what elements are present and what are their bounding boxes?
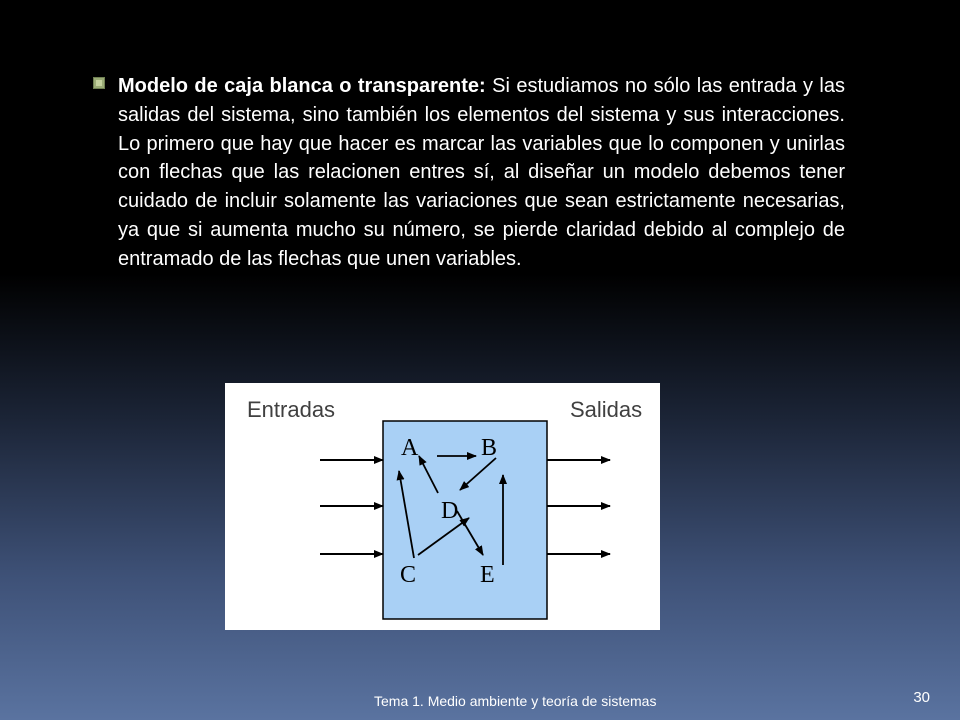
bullet-icon [93, 77, 105, 89]
page-number: 30 [913, 689, 930, 706]
white-box-diagram [225, 383, 660, 630]
footer-text: Tema 1. Medio ambiente y teoría de sistemas [374, 693, 657, 709]
paragraph-lead: Modelo de caja blanca o transparente: [118, 75, 486, 97]
diagram-svg [225, 383, 660, 630]
inputs-label: Entradas [247, 397, 336, 422]
node-a: A [401, 435, 419, 461]
slide-paragraph [118, 72, 845, 274]
paragraph-body: Si estudiamos no sólo las entrada y las salidas del sistema, sino también los elementos del sistema y sus interacciones. Lo primero que hay que hacer es marcar las variables que lo componen y unirlas con flechas que las relacionen entres sí, al diseñar un modelo debemos tener cuidado de incluir solamente las variaciones que sean estrictamente necesarias, ya que si aumenta mucho su número, se pierde claridad debido al complejo de entramado de las flechas que unen variables. [118, 75, 845, 270]
node-e: E [480, 562, 495, 588]
node-b: B [481, 435, 498, 461]
outputs-label: Salidas [570, 397, 643, 422]
node-c: C [400, 562, 417, 588]
node-d: D [441, 498, 459, 524]
